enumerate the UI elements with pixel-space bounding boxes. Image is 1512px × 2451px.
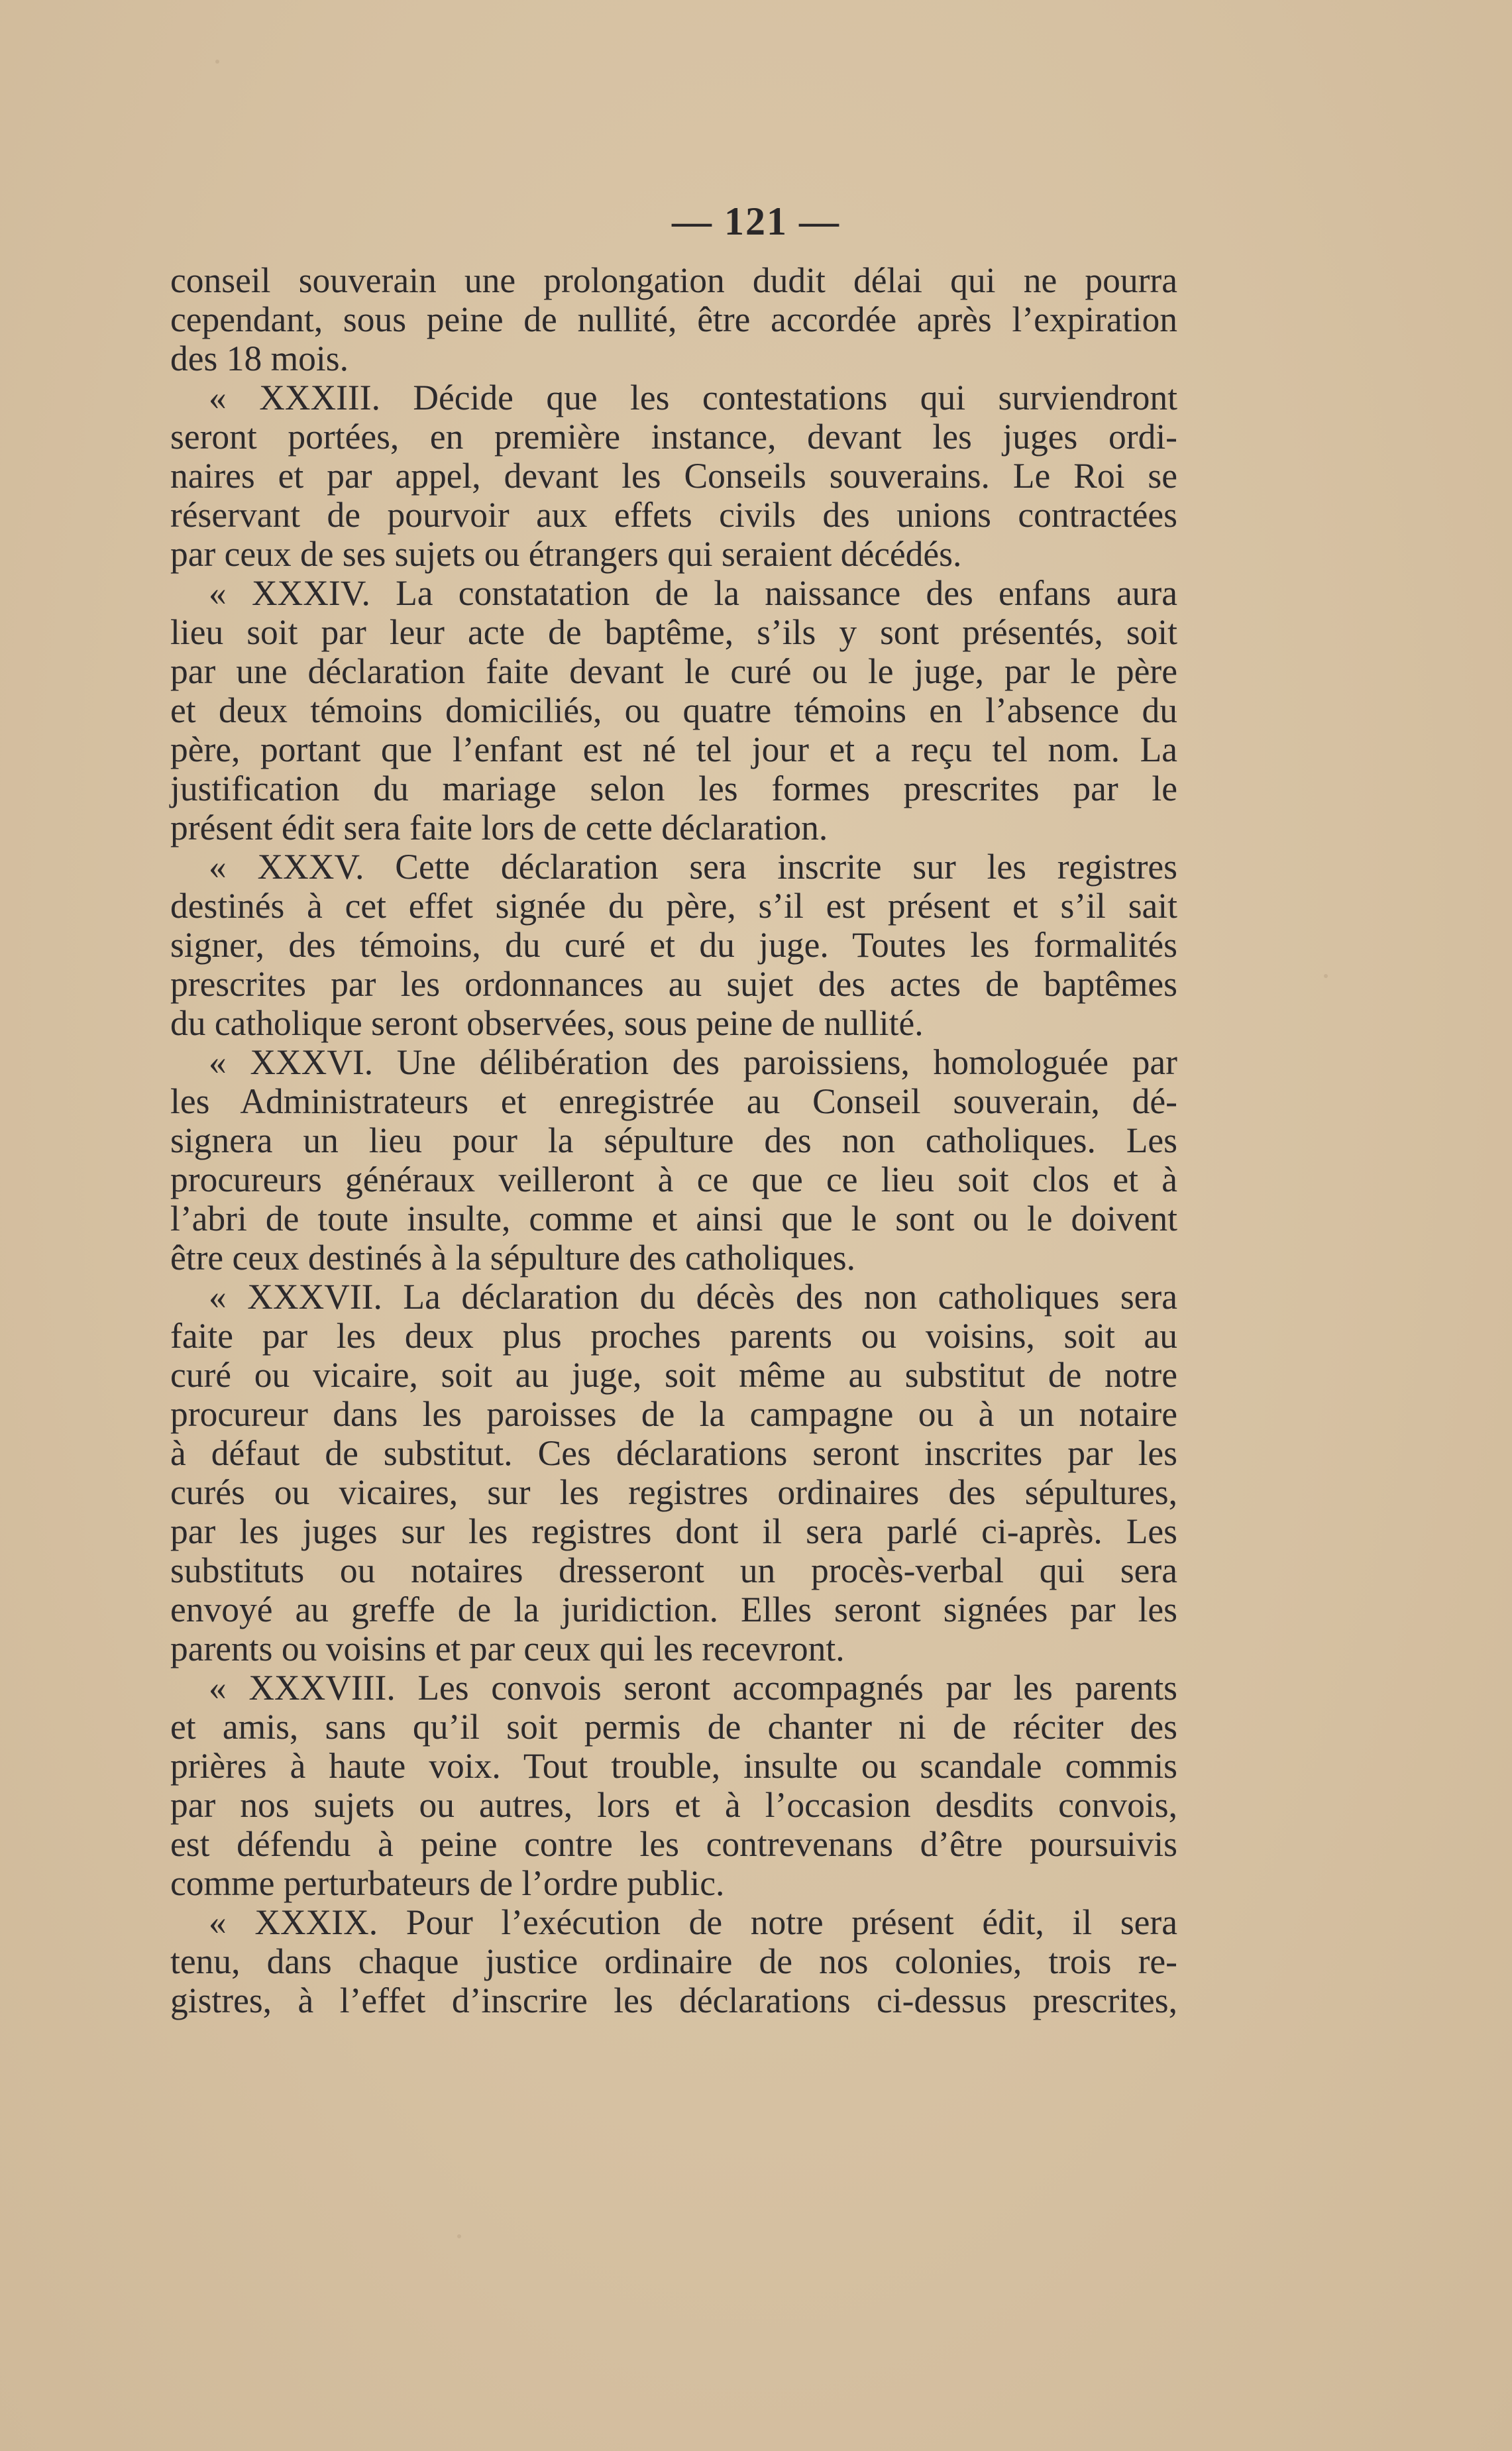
- text-line: procureur dans les paroisses de la campagne ou à un notaire: [170, 1394, 1177, 1434]
- text-line: justification du mariage selon les formes prescrites par le: [170, 769, 1177, 808]
- text-line: seront portées, en première instance, devant les juges ordi-: [170, 417, 1177, 457]
- text-line: substituts ou notaires dresseront un procès-verbal qui sera: [170, 1551, 1177, 1590]
- text-line: signera un lieu pour la sépulture des non catholiques. Les: [170, 1120, 1177, 1160]
- text-line: l’abri de toute insulte, comme et ainsi que le sont ou le doivent: [170, 1199, 1177, 1238]
- text-line: envoyé au greffe de la juridiction. Elles seront signées par les: [170, 1590, 1177, 1629]
- text-line: conseil souverain une prolongation dudit délai qui ne pourra: [170, 260, 1177, 300]
- text-line: des 18 mois.: [170, 339, 349, 378]
- text-line: du catholique seront observées, sous peine de nullité.: [170, 1003, 924, 1043]
- text-line: tenu, dans chaque justice ordinaire de nos colonies, trois re-: [170, 1941, 1177, 1981]
- text-line: « XXXIX. Pour l’exécution de notre présent édit, il sera: [209, 1902, 1177, 1942]
- text-line: curés ou vicaires, sur les registres ordinaires des sépultures,: [170, 1472, 1177, 1512]
- text-line: lieu soit par leur acte de baptême, s’ils y sont présentés, soit: [170, 612, 1177, 652]
- text-line: à défaut de substitut. Ces déclarations seront inscrites par les: [170, 1433, 1177, 1473]
- paper-speck: [215, 60, 219, 64]
- text-line: être ceux destinés à la sépulture des catholiques.: [170, 1238, 855, 1278]
- text-line: cependant, sous peine de nullité, être accordée après l’expiration: [170, 300, 1177, 339]
- text-line: gistres, à l’effet d’inscrire les déclarations ci-dessus prescrites,: [170, 1981, 1177, 2020]
- text-line: par les juges sur les registres dont il sera parlé ci-après. Les: [170, 1511, 1177, 1551]
- paper-speck: [457, 2234, 461, 2238]
- text-line: faite par les deux plus proches parents ou voisins, soit au: [170, 1316, 1177, 1356]
- body-text: [170, 261, 1177, 2020]
- text-line: destinés à cet effet signée du père, s’il est présent et s’il sait: [170, 886, 1177, 926]
- text-line: procureurs généraux veilleront à ce que ce lieu soit clos et à: [170, 1160, 1177, 1199]
- text-line: et amis, sans qu’il soit permis de chanter ni de réciter des: [170, 1707, 1177, 1747]
- text-line: réservant de pourvoir aux effets civils des unions contractées: [170, 495, 1177, 535]
- text-line: et deux témoins domiciliés, ou quatre témoins en l’absence du: [170, 690, 1177, 730]
- text-line: parents ou voisins et par ceux qui les recevront.: [170, 1629, 845, 1668]
- text-line: « XXXIII. Décide que les contestations qui surviendront: [209, 378, 1177, 417]
- page-number: — 121 —: [672, 199, 840, 243]
- text-line: « XXXVII. La déclaration du décès des non catholiques sera: [209, 1277, 1177, 1317]
- text-line: est défendu à peine contre les contrevenans d’être poursuivis: [170, 1824, 1177, 1864]
- text-line: comme perturbateurs de l’ordre public.: [170, 1863, 725, 1903]
- text-line: père, portant que l’enfant est né tel jour et a reçu tel nom. La: [170, 730, 1177, 769]
- text-line: par une déclaration faite devant le curé ou le juge, par le père: [170, 651, 1177, 691]
- paper-speck: [1324, 974, 1328, 978]
- text-line: par ceux de ses sujets ou étrangers qui seraient décédés.: [170, 534, 962, 574]
- text-line: « XXXVI. Une délibération des paroissiens, homologuée par: [209, 1042, 1177, 1082]
- text-line: curé ou vicaire, soit au juge, soit même au substitut de notre: [170, 1355, 1177, 1395]
- text-line: présent édit sera faite lors de cette déclaration.: [170, 808, 828, 847]
- text-line: « XXXVIII. Les convois seront accompagnés par les parents: [209, 1668, 1177, 1708]
- text-line: signer, des témoins, du curé et du juge. Toutes les formalités: [170, 925, 1177, 965]
- text-line: naires et par appel, devant les Conseils souverains. Le Roi se: [170, 456, 1177, 496]
- text-line: les Administrateurs et enregistrée au Conseil souverain, dé-: [170, 1081, 1177, 1121]
- text-line: « XXXV. Cette déclaration sera inscrite sur les registres: [209, 847, 1177, 887]
- text-line: prières à haute voix. Tout trouble, insulte ou scandale commis: [170, 1746, 1177, 1786]
- text-line: par nos sujets ou autres, lors et à l’occasion desdits convois,: [170, 1785, 1177, 1825]
- text-line: prescrites par les ordonnances au sujet des actes de baptêmes: [170, 964, 1177, 1004]
- text-line: « XXXIV. La constatation de la naissance des enfans aura: [209, 573, 1177, 613]
